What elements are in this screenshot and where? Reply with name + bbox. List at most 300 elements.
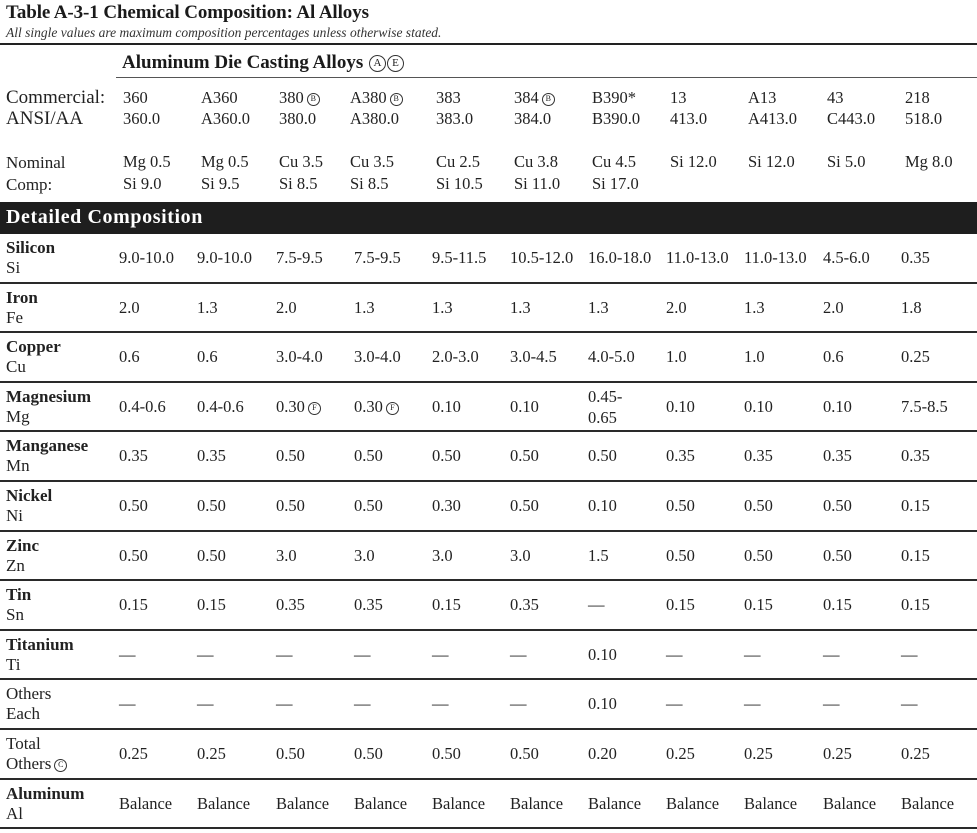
cell-value: 0.15 [901, 545, 930, 565]
cell-value: 2.0-3.0 [432, 347, 479, 367]
alloy-commercial-text: 43 [827, 88, 844, 107]
table-row [0, 680, 977, 730]
table-subtitle: All single values are maximum composition percentages unless otherwise stated. [6, 25, 442, 40]
element-name: Total [6, 734, 41, 753]
alloy-nominal-primary: Si 12.0 [670, 152, 717, 171]
alloy-commercial-name [748, 87, 776, 108]
alloy-ansi-name: C443.0 [827, 109, 876, 128]
cell-value: 0.50 [354, 496, 383, 515]
table-cell [276, 546, 297, 566]
element-name: Titanium [6, 634, 74, 654]
alloy-commercial-name [201, 87, 238, 108]
table-cell [276, 694, 293, 714]
cell-value: 1.3 [588, 297, 609, 317]
cell-value: 0.15 [744, 595, 773, 615]
table-cell [588, 347, 635, 367]
cell-value: — [276, 644, 293, 664]
table-row [0, 780, 977, 830]
element-name: Manganese [6, 436, 89, 456]
alloy-commercial-name [350, 87, 403, 108]
table-row [0, 234, 977, 284]
alloy-commercial-name [592, 87, 636, 108]
table-cell [666, 397, 695, 417]
table-cell [510, 248, 573, 268]
cell-value: Balance [354, 793, 408, 813]
table-cell [901, 397, 948, 417]
alloy-commercial-name [514, 87, 555, 108]
cell-value: 0.25 [197, 744, 226, 763]
table-cell [197, 794, 250, 814]
alloy-ansi-name: 518.0 [905, 109, 943, 128]
cell-value: 0.35 [119, 446, 148, 466]
cell-value: 0.35 [901, 248, 930, 267]
table-cell [901, 248, 930, 268]
table-cell [744, 744, 773, 764]
table-cell [823, 744, 852, 764]
cell-value: Balance [276, 793, 330, 813]
cell-value: — [666, 644, 683, 664]
table-cell [510, 794, 563, 814]
alloy-nominal-primary: Cu 3.5 [350, 152, 395, 171]
group-title [122, 52, 404, 74]
group-title-text: Aluminum Die Casting Alloys [122, 52, 364, 73]
table-cell [197, 744, 226, 764]
cell-value: 0.35 [276, 595, 305, 615]
element-symbol [6, 556, 25, 576]
cell-value: — [510, 694, 527, 714]
table-row [0, 532, 977, 582]
table-cell [119, 744, 148, 764]
table-cell [432, 298, 453, 318]
table-row [0, 581, 977, 631]
table-row [0, 284, 977, 334]
table-cell [666, 794, 719, 814]
table-cell [823, 298, 844, 318]
cell-value: 0.10 [432, 396, 461, 416]
cell-value: 0.10 [510, 396, 539, 416]
cell-value: 0.50 [510, 496, 539, 515]
detailed-composition-title: Detailed Composition [6, 206, 203, 228]
element-name: Magnesium [6, 386, 91, 406]
cell-value: 0.25 [119, 744, 148, 763]
cell-value: — [588, 595, 605, 615]
table-cell [197, 645, 214, 665]
table-cell [588, 446, 617, 466]
table-cell [354, 347, 401, 367]
table-cell [744, 298, 765, 318]
table-cell [588, 298, 609, 318]
element-symbol [6, 456, 30, 476]
element-symbol [6, 407, 30, 427]
table-cell [901, 694, 918, 714]
cell-value: 0.15 [901, 595, 930, 615]
alloy-ansi-name: A360.0 [201, 109, 251, 128]
cell-value: 0.30 [432, 496, 461, 515]
element-symbol [6, 506, 23, 526]
table-cell [510, 397, 539, 417]
table-cell [901, 794, 954, 814]
table-row [0, 482, 977, 532]
table-cell [432, 595, 461, 615]
cell-value: 0.35 [510, 595, 539, 615]
cell-value: 0.50 [666, 545, 695, 565]
cell-value: Balance [119, 793, 173, 813]
cell-value: 11.0-13.0 [666, 248, 729, 267]
commercial-label: Commercial: [6, 87, 106, 108]
table-cell [119, 446, 148, 466]
table-cell [432, 744, 461, 764]
alloy-nominal-primary: Si 12.0 [748, 152, 795, 171]
cell-value: 0.50 [354, 744, 383, 763]
table-cell [823, 546, 852, 566]
table-cell [823, 347, 844, 367]
cell-value: 0.50 [823, 545, 852, 565]
table-cell [588, 248, 651, 268]
cell-value: 0.6 [119, 347, 140, 367]
note-marker-b: B [390, 93, 403, 106]
table-cell [354, 546, 375, 566]
cell-value: 0.50 [588, 446, 617, 466]
table-cell [432, 446, 461, 466]
table-cell [588, 496, 617, 516]
table-cell [744, 645, 761, 665]
table-cell [666, 595, 695, 615]
table-cell [823, 694, 840, 714]
table-cell [510, 298, 531, 318]
cell-value: 2.0 [119, 297, 140, 317]
cell-value: Balance [666, 793, 720, 813]
cell-value: — [119, 644, 136, 664]
table-cell [510, 645, 527, 665]
table-cell [432, 248, 486, 268]
detailed-composition-bar [0, 202, 977, 234]
table-cell [744, 347, 765, 367]
alloy-commercial-name [123, 87, 148, 108]
table-cell [197, 694, 214, 714]
cell-value: — [901, 644, 918, 664]
cell-value: Balance [197, 793, 251, 813]
table-cell [588, 595, 605, 615]
element-symbol-text: Mg [6, 406, 30, 426]
table-cell [744, 546, 773, 566]
table-cell [901, 298, 922, 318]
table-cell [119, 248, 174, 268]
alloy-nominal-primary: Cu 3.5 [279, 152, 324, 171]
table-cell [119, 645, 136, 665]
table-cell [119, 546, 148, 566]
cell-value: — [432, 694, 449, 714]
cell-value: 0.20 [588, 744, 617, 763]
cell-value: 1.3 [354, 297, 375, 317]
cell-value: 0.15 [197, 595, 226, 615]
cell-value: 1.5 [588, 545, 609, 565]
cell-value: 0.35 [666, 446, 695, 466]
cell-value: 3.0 [432, 545, 453, 565]
element-symbol-text: Ni [6, 506, 23, 525]
cell-value: 7.5-8.5 [901, 396, 948, 416]
table-title: Table A-3-1 Chemical Composition: Al Alloys [6, 2, 369, 23]
element-symbol-text: Zn [6, 555, 25, 575]
cell-value: 0.50 [666, 496, 695, 515]
table-cell [666, 347, 687, 367]
table-cell [276, 595, 305, 615]
cell-value: — [666, 694, 683, 714]
cell-value: 0.6 [197, 347, 218, 367]
table-cell [823, 397, 852, 417]
cell-value: 10.5-12.0 [510, 248, 574, 267]
cell-value: 0.30 [354, 396, 383, 416]
cell-value: 0.50 [432, 446, 461, 466]
table-row [0, 333, 977, 383]
table-cell [744, 794, 797, 814]
table-cell [119, 347, 140, 367]
note-marker-b: B [307, 93, 320, 106]
cell-value: — [197, 694, 214, 714]
table-cell [119, 298, 140, 318]
cell-value: 0.35 [744, 446, 773, 466]
cell-value: 7.5-9.5 [354, 248, 401, 267]
cell-value: — [119, 694, 136, 714]
table-cell [744, 694, 761, 714]
alloy-commercial-name [827, 87, 844, 108]
table-cell [276, 347, 323, 367]
alloy-nominal-primary: Cu 3.8 [514, 152, 559, 171]
ansi-label: ANSI/AA [6, 108, 84, 129]
table-cell [901, 446, 930, 466]
table-cell [823, 248, 870, 268]
table-cell [197, 546, 226, 566]
alloy-commercial-text: B390* [592, 88, 637, 107]
element-name: Zinc [6, 535, 40, 555]
element-symbol-text: Each [6, 704, 40, 724]
alloy-nominal-secondary: Si 17.0 [592, 174, 639, 193]
cell-value: 0.50 [823, 496, 852, 515]
cell-value: 0.4-0.6 [197, 396, 244, 416]
cell-value: 2.0 [666, 297, 687, 317]
element-symbol-text: Si [6, 258, 21, 277]
cell-value: 1.3 [510, 297, 531, 317]
table-cell [354, 397, 399, 417]
cell-value: — [510, 644, 527, 664]
cell-value: 0.25 [901, 347, 930, 367]
table-cell [666, 298, 687, 318]
alloy-commercial-text: 13 [670, 88, 687, 107]
alloy-commercial-name [436, 87, 461, 108]
table-cell [276, 298, 297, 318]
cell-value: — [432, 644, 449, 664]
cell-value: Balance [588, 793, 642, 813]
alloy-commercial-text: 383 [436, 88, 461, 107]
alloy-commercial-text: 218 [905, 88, 930, 107]
table-cell [744, 446, 773, 466]
element-symbol [6, 357, 26, 377]
cell-value: 0.15 [823, 595, 852, 615]
table-cell [744, 397, 773, 417]
alloy-ansi-name: 413.0 [670, 109, 708, 128]
cell-value: 4.5-6.0 [823, 248, 870, 267]
cell-value: 0.35 [197, 446, 226, 466]
table-cell [197, 446, 226, 466]
alloy-commercial-text: A380 [350, 88, 387, 107]
table-row [0, 730, 977, 780]
table-cell [666, 744, 695, 764]
cell-value: 0.50 [276, 744, 305, 763]
comp-label: Comp: [6, 175, 53, 194]
element-symbol [6, 754, 67, 774]
cell-value: 9.0-10.0 [119, 248, 174, 267]
cell-value: 0.10 [588, 644, 617, 664]
cell-value: — [744, 694, 761, 714]
table-cell [432, 794, 485, 814]
cell-value: 0.50 [119, 496, 148, 515]
table-cell [354, 744, 383, 764]
table-cell [432, 645, 449, 665]
alloy-nominal-secondary: Si 9.0 [123, 174, 162, 193]
cell-value: 0.25 [823, 744, 852, 763]
cell-value: — [823, 694, 840, 714]
alloy-nominal-secondary: Si 10.5 [436, 174, 483, 193]
table-cell [744, 595, 773, 615]
cell-value: 0.15 [901, 496, 930, 515]
table-cell [119, 794, 172, 814]
cell-value: 0.10 [588, 694, 617, 714]
alloy-ansi-name: A413.0 [748, 109, 798, 128]
element-symbol [6, 258, 20, 278]
cell-value: 1.0 [666, 347, 687, 367]
cell-value: 0.50 [744, 545, 773, 565]
table-cell [744, 248, 807, 268]
alloy-nominal-secondary: Si 11.0 [514, 174, 561, 193]
element-symbol-text: Ti [6, 654, 21, 674]
cell-value: — [354, 694, 371, 714]
table-cell [510, 546, 531, 566]
alloy-ansi-name: B390.0 [592, 109, 641, 128]
table-cell [823, 595, 852, 615]
element-symbol-text: Fe [6, 307, 23, 327]
table-cell [666, 694, 683, 714]
cell-value: 0.35 [901, 446, 930, 466]
table-cell [197, 248, 252, 268]
table-row [0, 631, 977, 681]
table-cell [276, 794, 329, 814]
alloy-ansi-name: 384.0 [514, 109, 552, 128]
alloy-commercial-name [670, 87, 687, 108]
alloy-nominal-primary: Mg 8.0 [905, 152, 953, 171]
table-cell [119, 496, 148, 516]
table-row [0, 432, 977, 482]
cell-value: 0.25 [901, 744, 930, 763]
alloy-commercial-text: A13 [748, 88, 777, 107]
cell-value: 0.10 [666, 396, 695, 416]
cell-value: Balance [901, 793, 955, 813]
alloy-commercial-text: A360 [201, 88, 238, 107]
table-cell [588, 794, 641, 814]
table-cell [901, 595, 930, 615]
table-cell [901, 546, 930, 566]
cell-value: 11.0-13.0 [744, 248, 807, 267]
cell-value: 0.50 [744, 496, 773, 515]
cell-value: 0.30 [276, 396, 305, 416]
cell-value: 3.0-4.0 [354, 347, 401, 367]
table-cell [823, 794, 876, 814]
table-cell [823, 496, 852, 516]
table-cell [276, 744, 305, 764]
table-cell [510, 347, 557, 367]
cell-value: 4.0-5.0 [588, 347, 635, 367]
cell-value: 0.15 [666, 595, 695, 615]
table-cell [588, 694, 617, 714]
table-cell [432, 397, 461, 417]
table-cell [197, 298, 218, 318]
element-name: Others [6, 684, 52, 704]
table-cell [666, 546, 695, 566]
table-cell [354, 794, 407, 814]
note-marker-a: A [369, 55, 386, 72]
element-name: Iron [6, 287, 38, 307]
cell-value: 2.0 [823, 297, 844, 317]
table-cell [354, 446, 383, 466]
cell-value: 0.45- 0.65 [588, 386, 623, 427]
element-symbol [6, 605, 24, 625]
element-name: Silicon [6, 238, 56, 257]
cell-value: 0.50 [510, 446, 539, 466]
cell-value: 3.0 [276, 545, 297, 565]
table-cell [901, 744, 930, 764]
element-name: Copper [6, 337, 61, 357]
cell-value: 2.0 [276, 297, 297, 317]
cell-value: — [354, 644, 371, 664]
table-cell [276, 248, 323, 268]
cell-value: 1.3 [432, 297, 453, 317]
table-cell [354, 645, 371, 665]
table-cell [823, 446, 852, 466]
table-cell [197, 595, 226, 615]
note-marker-e: E [387, 55, 404, 72]
element-symbol [6, 804, 23, 824]
note-marker-c: C [54, 759, 67, 772]
table-cell [276, 645, 293, 665]
element-symbol [6, 308, 23, 328]
table-cell [432, 347, 479, 367]
cell-value: 0.50 [197, 545, 226, 565]
cell-value: 1.3 [197, 297, 218, 317]
cell-value: 0.50 [276, 446, 305, 466]
table-cell [354, 595, 383, 615]
table-cell [354, 298, 375, 318]
table-cell [901, 496, 930, 516]
table-cell [666, 645, 683, 665]
top-rule [0, 43, 977, 45]
table-cell [823, 645, 840, 665]
alloy-ansi-name: A380.0 [350, 109, 400, 128]
cell-value: Balance [823, 793, 877, 813]
element-symbol-text: Others [6, 754, 52, 773]
table-cell [666, 446, 695, 466]
alloy-ansi-name: 360.0 [123, 109, 161, 128]
cell-value: 0.50 [510, 744, 539, 763]
note-marker-f: F [308, 402, 321, 415]
cell-value: 0.25 [666, 744, 695, 763]
cell-value: 0.25 [744, 744, 773, 763]
cell-value: 0.15 [119, 595, 148, 615]
table-cell [510, 496, 539, 516]
table-cell [432, 496, 461, 516]
alloy-ansi-name: 380.0 [279, 109, 317, 128]
element-name: Nickel [6, 486, 53, 505]
cell-value: 3.0 [510, 545, 531, 565]
alloy-nominal-secondary: Si 9.5 [201, 174, 240, 193]
table-row [0, 383, 977, 433]
